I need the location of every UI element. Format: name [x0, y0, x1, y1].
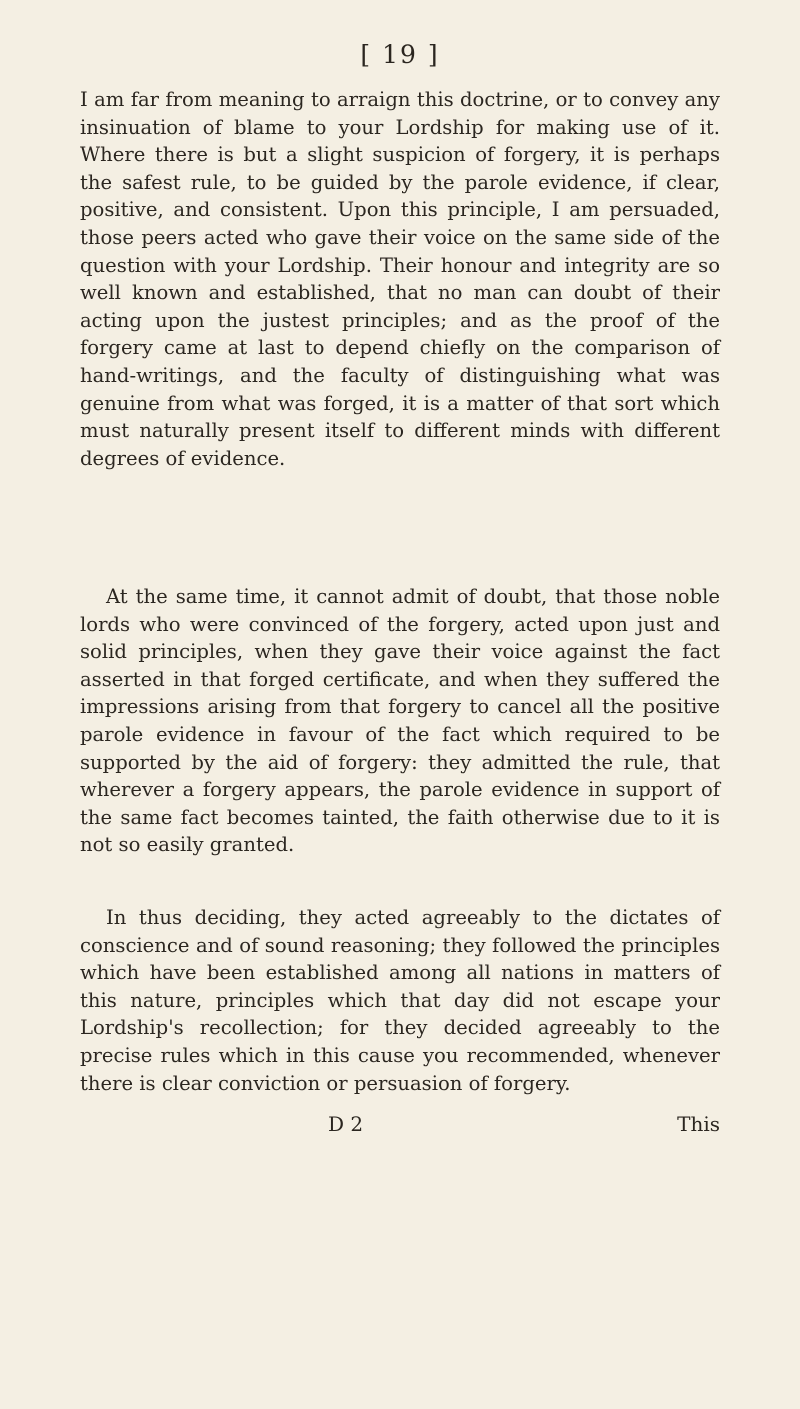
paragraph-1 [80, 86, 720, 472]
catchword: This [677, 1112, 720, 1136]
paragraph-2 [80, 583, 720, 859]
page-footer [80, 1112, 720, 1144]
page-number: [ 19 ] [360, 40, 440, 69]
paragraph-text: I am far from meaning to arraign this doctrine, or to convey any insinuation of blame to your Lordship for making use of it. Where there is but a slight suspicion of forgery, it is perhaps the safest rule, to be guided by the parole evidence, if clear, positive, and consistent. Upon this principle, I am persuaded, those peers acted who gave their voice on the same side of the question with your Lordship. Their honour and integrity are so well known and established, that no man can doubt of their acting upon the justest principles; and as the proof of the forgery came at last to depend chiefly on the comparison of hand-writings, and the faculty of distinguishing what was genuine from what was forged, it is a matter of that sort which must naturally present itself to different minds with different degrees of evidence. [80, 88, 720, 470]
paragraph-text: At the same time, it cannot admit of doubt, that those noble lords who were convinced of the forgery, acted upon just and solid principles, when they gave their voice against the fact asserted in that forged certificate, and when they suffered the impressions arising from that forgery to cancel all the positive parole evidence in favour of the fact which required to be supported by the aid of forgery: they admitted the rule, that wherever a forgery appears, the parole evidence in support of the same fact becomes tainted, the faith otherwise due to it is not so easily granted. [80, 585, 720, 857]
paragraph-text: In thus deciding, they acted agreeably to the dictates of conscience and of sound reasoning; they followed the principles which have been established among all nations in matters of this nature, principles which that day did not escape your Lordship's recollection; for they decided agreeably to the precise rules which in this cause you recommended, whenever there is clear conviction or persuasion of forgery. [80, 906, 720, 1095]
paragraph-3 [80, 904, 720, 1097]
signature-mark: D 2 [328, 1112, 364, 1136]
